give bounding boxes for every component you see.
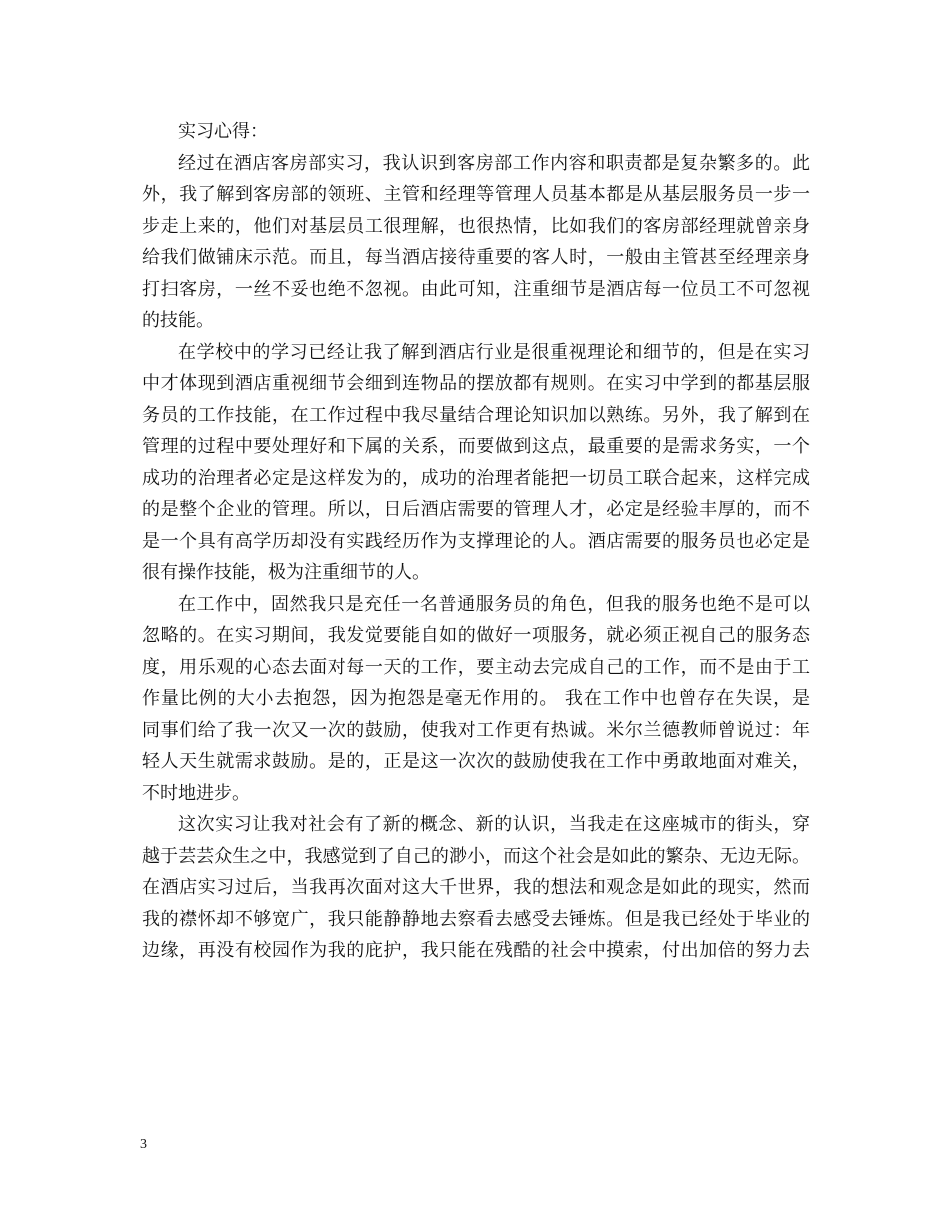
text-line: 不时地进步。 <box>142 782 250 804</box>
paragraph <box>142 148 810 337</box>
text-line: 管理的过程中要处理好和下属的关系，而要做到这点，最重要的是需求务实，一个 <box>142 436 810 457</box>
text-line: 在酒店实习过后，当我再次面对这大千世界，我的想法和观念是如此的现实，然而 <box>142 877 810 898</box>
text-line: 这次实习让我对社会有了新的概念、新的认识，当我走在这座城市的街头，穿 <box>178 814 810 835</box>
text-line: 务员的工作技能，在工作过程中我尽量结合理论知识加以熟练。另外，我了解到在 <box>142 404 810 426</box>
text-line: 轻人天生就需求鼓励。是的，正是这一次次的鼓励使我在工作中勇敢地面对难关， <box>142 751 810 772</box>
text-line: 打扫客房，一丝不妥也绝不忽视。由此可知，注重细节是酒店每一位员工不可忽视 <box>142 278 810 300</box>
text-line: 中才体现到酒店重视细节会细到连物品的摆放都有规则。在实习中学到的都基层服 <box>142 373 810 394</box>
text-line: 成功的治理者必定是这样发为的，成功的治理者能把一切员工联合起来，这样完成 <box>142 467 810 489</box>
paragraph <box>142 809 810 967</box>
text-line: 我的襟怀却不够宽广，我只能静静地去察看去感受去锤炼。但是我已经处于毕业的 <box>142 908 810 930</box>
text-line: 作量比例的大小去抱怨，因为抱怨是毫无作用的。 我在工作中也曾存在失误，是 <box>142 688 810 709</box>
page-number: 3 <box>140 1137 147 1152</box>
text-line: 在工作中，固然我只是充任一名普通服务员的角色，但我的服务也绝不是可以 <box>178 593 810 615</box>
text-line: 步走上来的，他们对基层员工很理解，也很热情，比如我们的客房部经理就曾亲身 <box>142 215 810 237</box>
text-line: 是一个具有高学历却没有实践经历作为支撑理论的人。酒店需要的服务员也必定是 <box>142 530 810 552</box>
text-line: 同事们给了我一次又一次的鼓励，使我对工作更有热诚。米尔兰德教师曾说过：年 <box>142 719 810 741</box>
text-line: 很有操作技能，极为注重细节的人。 <box>142 562 430 583</box>
text-line: 给我们做铺床示范。而且，每当酒店接待重要的客人时，一般由主管甚至经理亲身 <box>142 247 810 268</box>
text-line: 越于芸芸众生之中，我感觉到了自己的渺小，而这个社会是如此的繁杂、无边无际。 <box>142 845 810 867</box>
text-line: 忽略的。在实习期间，我发觉要能自如的做好一项服务，就必须正视自己的服务态 <box>142 625 810 646</box>
text-line: 在学校中的学习已经让我了解到酒店行业是很重视理论和细节的，但是在实习 <box>178 341 810 363</box>
text-line: 的是整个企业的管理。所以，日后酒店需要的管理人才，必定是经验丰厚的，而不 <box>142 499 810 520</box>
paragraph <box>142 337 810 589</box>
text-line: 经过在酒店客房部实习，我认识到客房部工作内容和职责都是复杂繁多的。此 <box>178 152 810 174</box>
text-line: 度，用乐观的心态去面对每一天的工作，要主动去完成自己的工作，而不是由于工 <box>142 656 810 678</box>
text-line: 的技能。 <box>142 310 214 331</box>
document-body <box>142 116 810 967</box>
text-line: 外，我了解到客房部的领班、主管和经理等管理人员基本都是从基层服务员一步一 <box>142 184 810 205</box>
section-heading: 实习心得： <box>178 121 268 142</box>
paragraph <box>142 589 810 810</box>
text-line: 边缘，再没有校园作为我的庇护，我只能在残酷的社会中摸索，付出加倍的努力去 <box>142 940 810 961</box>
